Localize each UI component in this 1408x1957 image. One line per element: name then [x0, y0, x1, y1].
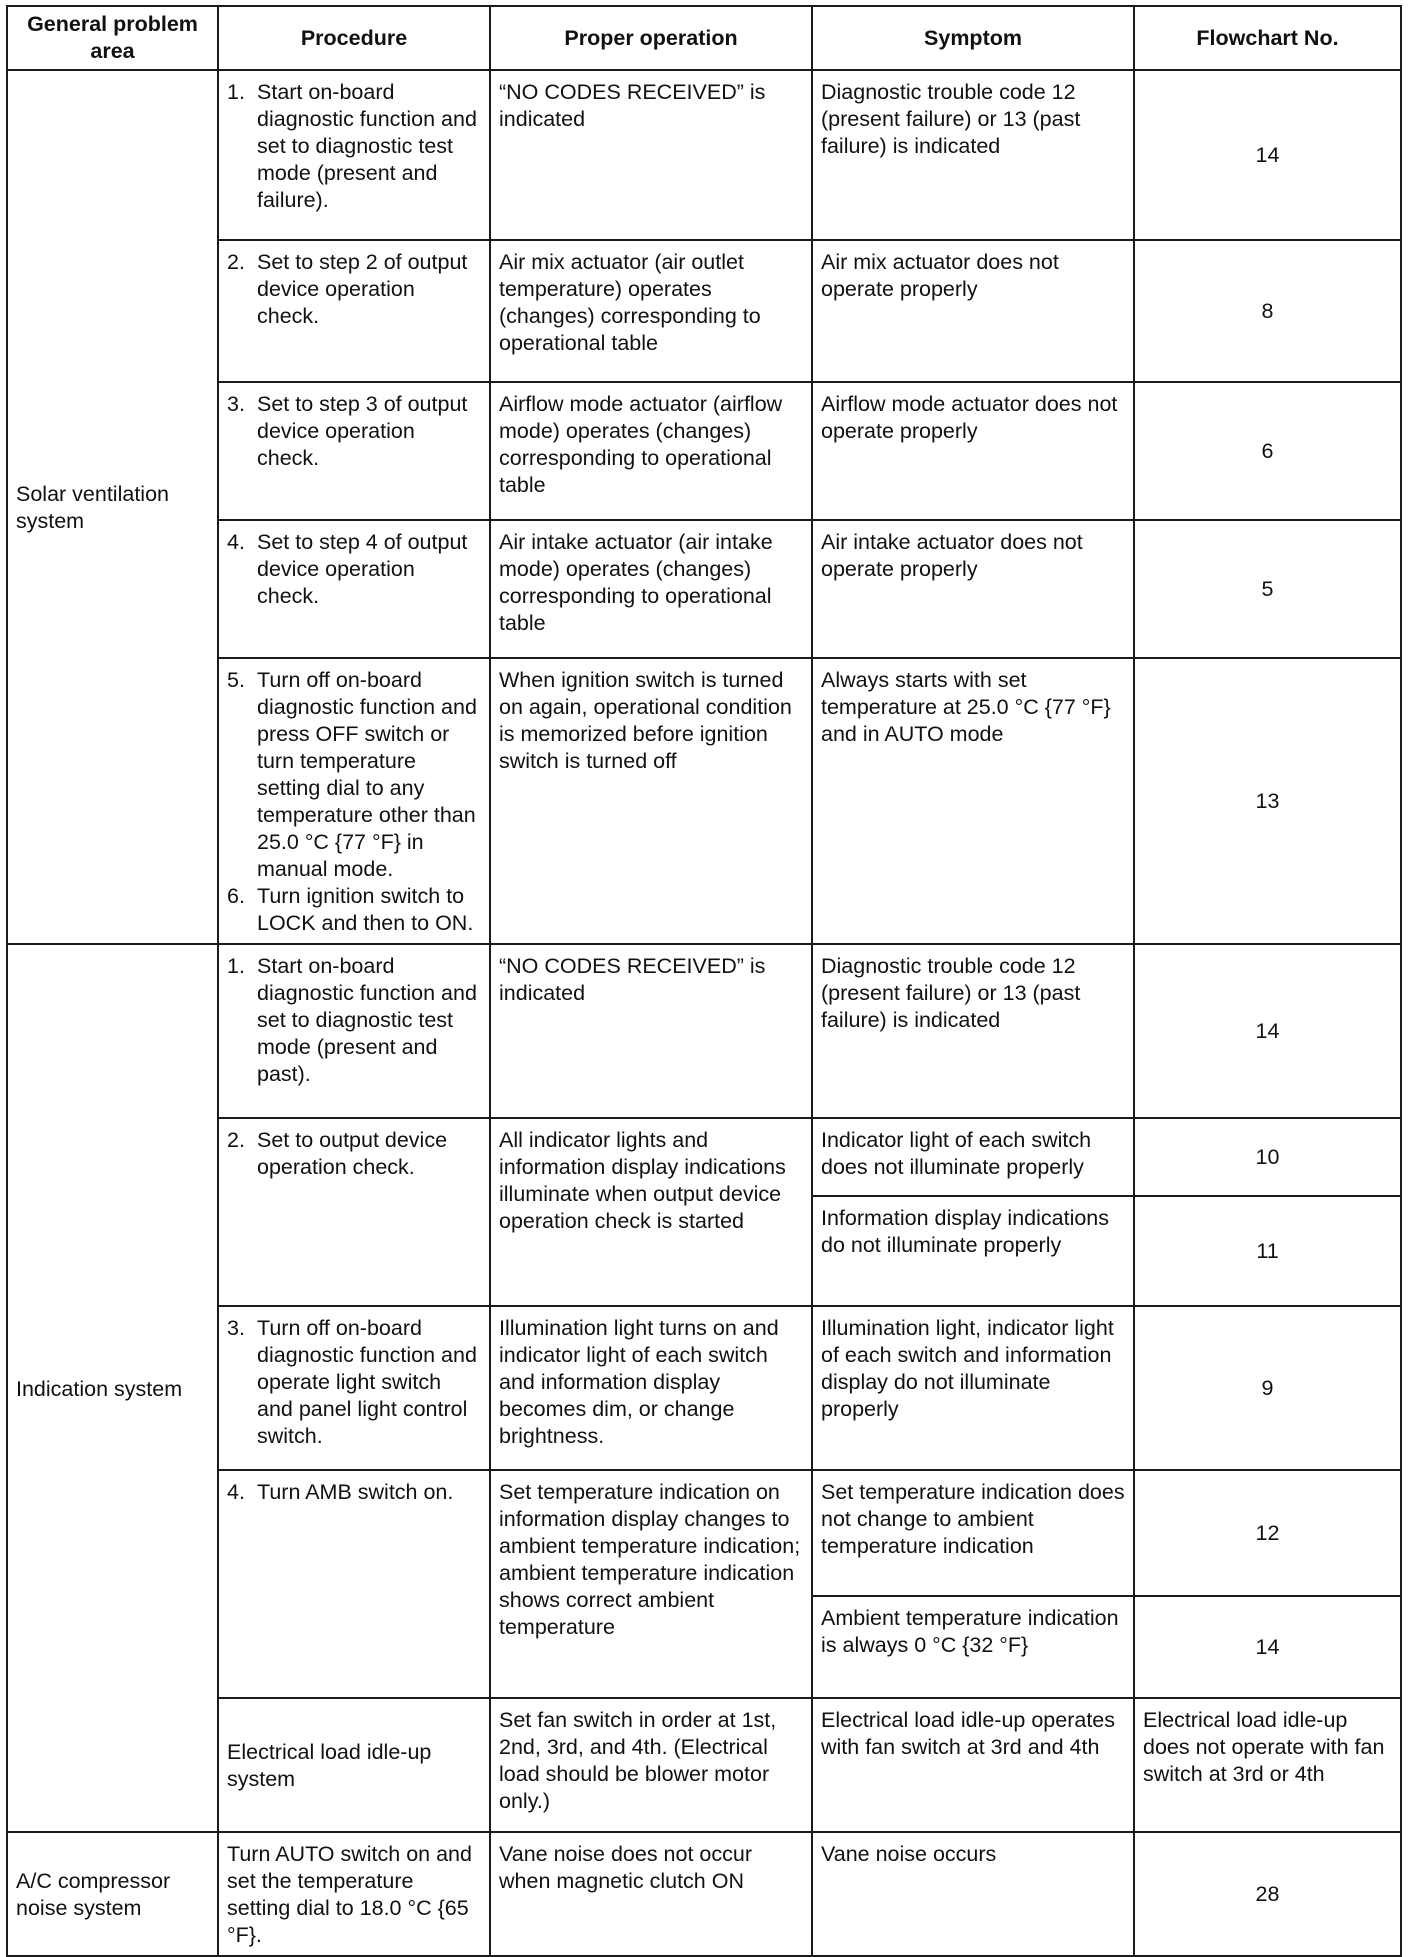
flowchart-number: 14 — [1134, 1596, 1401, 1698]
procedure-cell — [218, 382, 490, 520]
step-text: Set to step 3 of output device operation check. — [257, 392, 468, 470]
step-text: Start on-board diagnostic function and set to diagnostic test mode (present and past). — [257, 954, 477, 1086]
proper-operation-cell: Vane noise does not occur when magnetic clutch ON — [490, 1832, 812, 1956]
header-flowchart-no: Flowchart No. — [1134, 6, 1401, 70]
flowchart-number: 13 — [1134, 658, 1401, 944]
header-proper-operation: Proper operation — [490, 6, 812, 70]
step-number: 2. — [227, 250, 245, 274]
symptom-cell: Illumination light, indicator light of each switch and information display do not illuminate properly — [812, 1306, 1134, 1470]
symptom-cell: Electrical load idle-up does not operate with fan switch at 3rd or 4th — [1134, 1698, 1401, 1832]
proper-operation-cell: Air mix actuator (air outlet temperature) operates (changes) corresponding to operational table — [490, 240, 812, 382]
table-row — [7, 944, 1401, 1118]
step-text: Set to step 4 of output device operation check. — [257, 530, 468, 608]
symptom-cell: Ambient temperature indication is always 0 °C {32 °F} — [812, 1596, 1134, 1698]
symptom-cell: Airflow mode actuator does not operate properly — [812, 382, 1134, 520]
proper-operation-cell: Air intake actuator (air intake mode) operates (changes) corresponding to operational table — [490, 520, 812, 658]
procedure-cell — [218, 520, 490, 658]
area-solar-ventilation: Solar ventilation system — [7, 70, 218, 944]
flowchart-number: 5 — [1134, 520, 1401, 658]
proper-operation-cell: Electrical load idle-up operates with fan switch at 3rd and 4th — [812, 1698, 1134, 1832]
proper-operation-cell: Airflow mode actuator (airflow mode) operates (changes) corresponding to operational table — [490, 382, 812, 520]
flowchart-number: 10 — [1134, 1118, 1401, 1196]
step-number: 3. — [227, 1316, 245, 1340]
flowchart-number: 9 — [1134, 1306, 1401, 1470]
header-row — [7, 6, 1401, 70]
table-row — [7, 1832, 1401, 1956]
procedure-cell — [218, 658, 490, 944]
step-number: 3. — [227, 392, 245, 416]
step-number: 4. — [227, 530, 245, 554]
proper-operation-cell: Set temperature indication on information display changes to ambient temperature indication; ambient temperature indication shows correct ambient temperature — [490, 1470, 812, 1698]
proper-operation-cell: “NO CODES RECEIVED” is indicated — [490, 944, 812, 1118]
step-text: Turn off on-board diagnostic function and press OFF switch or turn temperature setting dial to any temperature other than 25.0 °C {77 °F} in manual mode. — [257, 668, 477, 881]
flowchart-number: 11 — [1134, 1196, 1401, 1306]
area-electrical-load-idle-up: Electrical load idle-up system — [218, 1698, 490, 1832]
step-text: Turn off on-board diagnostic function and operate light switch and panel light control switch. — [257, 1316, 477, 1448]
flowchart-number: 14 — [1134, 70, 1401, 240]
procedure-cell — [218, 944, 490, 1118]
procedure-cell — [218, 1118, 490, 1306]
step-number: 5. — [227, 668, 245, 692]
flowchart-number: 6 — [1134, 382, 1401, 520]
step-number: 1. — [227, 954, 245, 978]
procedure-cell — [218, 240, 490, 382]
procedure-cell — [218, 1470, 490, 1698]
procedure-cell: Turn AUTO switch on and set the temperature setting dial to 18.0 °C {65 °F}. — [218, 1832, 490, 1956]
step-text: Set to step 2 of output device operation check. — [257, 250, 468, 328]
flowchart-number: 12 — [1134, 1470, 1401, 1596]
step-number: 6. — [227, 884, 245, 908]
symptom-cell: Diagnostic trouble code 12 (present failure) or 13 (past failure) is indicated — [812, 944, 1134, 1118]
flowchart-number: 28 — [1134, 1832, 1401, 1956]
procedure-cell — [218, 70, 490, 240]
symptom-cell: Air mix actuator does not operate properly — [812, 240, 1134, 382]
proper-operation-cell: All indicator lights and information display indications illuminate when output device operation check is started — [490, 1118, 812, 1306]
step-text: Turn AMB switch on. — [257, 1480, 454, 1504]
header-general-problem-area: General problem area — [7, 6, 218, 70]
header-procedure: Procedure — [218, 6, 490, 70]
proper-operation-cell: “NO CODES RECEIVED” is indicated — [490, 70, 812, 240]
proper-operation-cell: When ignition switch is turned on again, operational condition is memorized before ignition switch is turned off — [490, 658, 812, 944]
symptom-cell: Air intake actuator does not operate properly — [812, 520, 1134, 658]
step-number: 1. — [227, 80, 245, 104]
area-ac-compressor-noise: A/C compressor noise system — [7, 1832, 218, 1956]
flowchart-number: 8 — [1134, 240, 1401, 382]
step-text: Set to output device operation check. — [257, 1128, 448, 1179]
table-row — [7, 70, 1401, 240]
header-symptom: Symptom — [812, 6, 1134, 70]
procedure-cell — [218, 1306, 490, 1470]
step-number: 4. — [227, 1480, 245, 1504]
proper-operation-cell: Illumination light turns on and indicator light of each switch and information display becomes dim, or change brightness. — [490, 1306, 812, 1470]
symptom-cell: Diagnostic trouble code 12 (present failure) or 13 (past failure) is indicated — [812, 70, 1134, 240]
flowchart-number: 14 — [1134, 944, 1401, 1118]
symptom-cell: Vane noise occurs — [812, 1832, 1134, 1956]
troubleshooting-table — [6, 5, 1402, 1957]
symptom-cell: Indicator light of each switch does not illuminate properly — [812, 1118, 1134, 1196]
troubleshooting-sheet — [6, 5, 1400, 1947]
area-indication-system: Indication system — [7, 944, 218, 1832]
step-text: Turn ignition switch to LOCK and then to ON. — [257, 884, 474, 935]
symptom-cell: Always starts with set temperature at 25.0 °C {77 °F} and in AUTO mode — [812, 658, 1134, 944]
procedure-cell: Set fan switch in order at 1st, 2nd, 3rd, and 4th. (Electrical load should be blower motor only.) — [490, 1698, 812, 1832]
step-number: 2. — [227, 1128, 245, 1152]
step-text: Start on-board diagnostic function and set to diagnostic test mode (present and failure). — [257, 80, 477, 212]
symptom-cell: Information display indications do not illuminate properly — [812, 1196, 1134, 1306]
symptom-cell: Set temperature indication does not change to ambient temperature indication — [812, 1470, 1134, 1596]
